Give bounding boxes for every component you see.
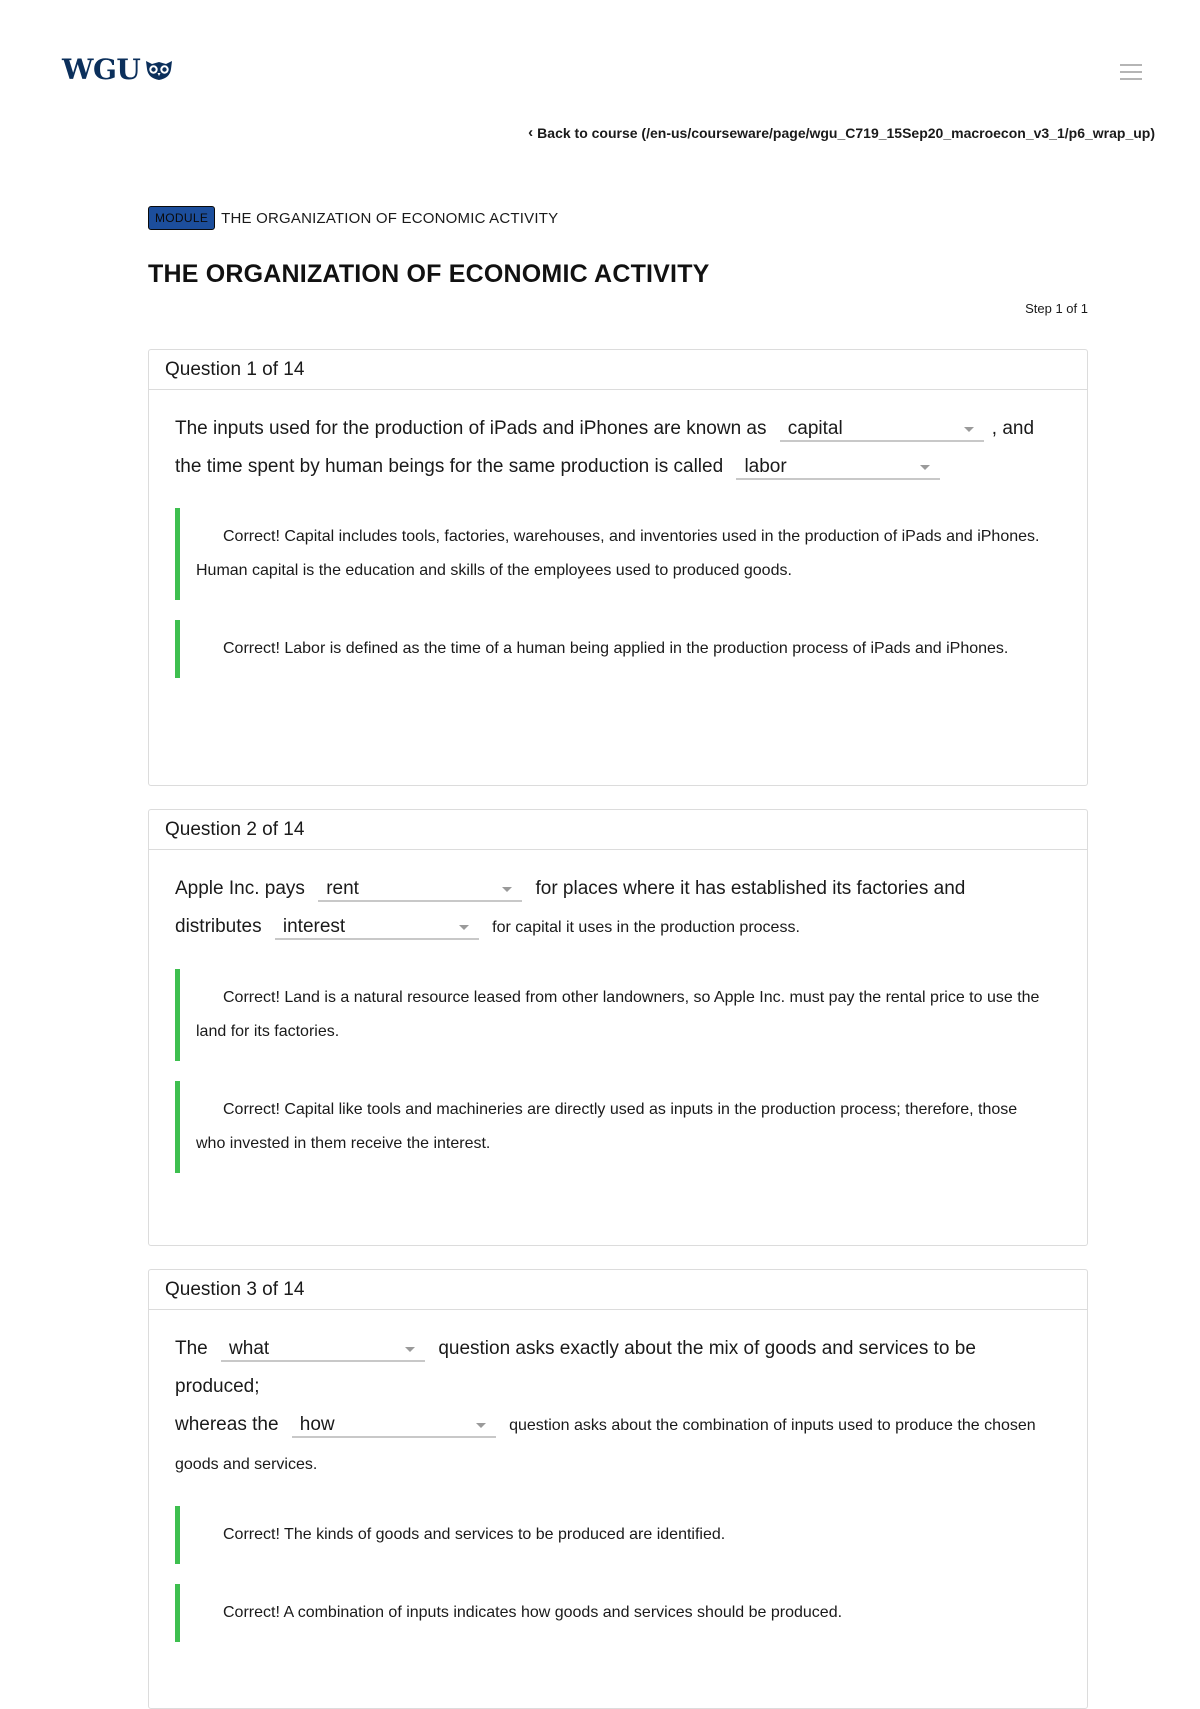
question-card-2 xyxy=(148,809,1088,1246)
answer-dropdown-what[interactable] xyxy=(221,1336,425,1362)
page-title: THE ORGANIZATION OF ECONOMIC ACTIVITY xyxy=(148,260,710,288)
feedback-correct: Correct! The kinds of goods and services to be produced are identified. xyxy=(175,1506,1063,1564)
answer-dropdown-how[interactable] xyxy=(292,1412,496,1438)
answer-dropdown-capital[interactable] xyxy=(780,416,984,442)
question-header: Question 1 of 14 xyxy=(149,350,1087,390)
feedback-correct: Correct! A combination of inputs indicates how goods and services should be produced. xyxy=(175,1584,1063,1642)
question-text: The what question asks exactly about the mix of goods and services to be produced; whereas the how question asks about the combination of inputs used to produce the chosen goods and services. xyxy=(175,1337,1036,1473)
back-to-course-link[interactable] xyxy=(528,124,1155,141)
selected-value: capital xyxy=(787,417,843,439)
feedback-correct: Correct! Land is a natural resource leased from other landowners, so Apple Inc. must pay the rental price to use the land for its factories. xyxy=(175,969,1063,1061)
module-breadcrumb xyxy=(148,206,558,230)
wgu-logo[interactable] xyxy=(62,53,174,86)
selected-value: rent xyxy=(326,877,359,899)
chevron-left-icon: ‹ xyxy=(528,124,534,141)
selected-value: what xyxy=(229,1337,270,1359)
answer-dropdown-interest[interactable] xyxy=(275,914,479,940)
question-header: Question 3 of 14 xyxy=(149,1270,1087,1310)
feedback-correct: Correct! Capital includes tools, factories, warehouses, and inventories used in the production of iPads and iPhones. Human capital is the education and skills of the employees used to produced goods. xyxy=(175,508,1063,600)
selected-value: how xyxy=(299,1413,335,1435)
logo-text: WGU xyxy=(62,53,141,86)
question-card-1 xyxy=(148,349,1088,786)
answer-dropdown-labor[interactable] xyxy=(736,454,940,480)
module-name: THE ORGANIZATION OF ECONOMIC ACTIVITY xyxy=(221,209,559,227)
caret-down-icon xyxy=(502,887,512,892)
owl-icon xyxy=(144,59,174,81)
question-text: The inputs used for the production of iPads and iPhones are known as capital , and the time spent by human beings for the same production is called labor xyxy=(175,410,1063,486)
answer-dropdown-rent[interactable] xyxy=(318,876,522,902)
selected-value: labor xyxy=(744,455,787,477)
feedback-correct: Correct! Capital like tools and machineries are directly used as inputs in the production process; therefore, those who invested in them receive the interest. xyxy=(175,1081,1063,1173)
step-indicator: Step 1 of 1 xyxy=(1025,301,1088,316)
question-header: Question 2 of 14 xyxy=(149,810,1087,850)
question-card-3 xyxy=(148,1269,1088,1709)
feedback-correct: Correct! Labor is defined as the time of a human being applied in the production process of iPads and iPhones. xyxy=(175,620,1063,678)
back-link-label: Back to course (/en-us/courseware/page/wgu_C719_15Sep20_macroecon_v3_1/p6_wrap_up) xyxy=(537,124,1155,141)
caret-down-icon xyxy=(405,1347,415,1352)
question-text: Apple Inc. pays rent for places where it has established its factories and distributes interest for capital it uses in the production process. xyxy=(175,870,1063,947)
module-badge: MODULE xyxy=(148,206,215,230)
caret-down-icon xyxy=(964,427,974,432)
caret-down-icon xyxy=(459,925,469,930)
caret-down-icon xyxy=(476,1423,486,1428)
hamburger-menu-icon[interactable] xyxy=(1120,64,1142,82)
caret-down-icon xyxy=(920,465,930,470)
selected-value: interest xyxy=(282,915,346,937)
